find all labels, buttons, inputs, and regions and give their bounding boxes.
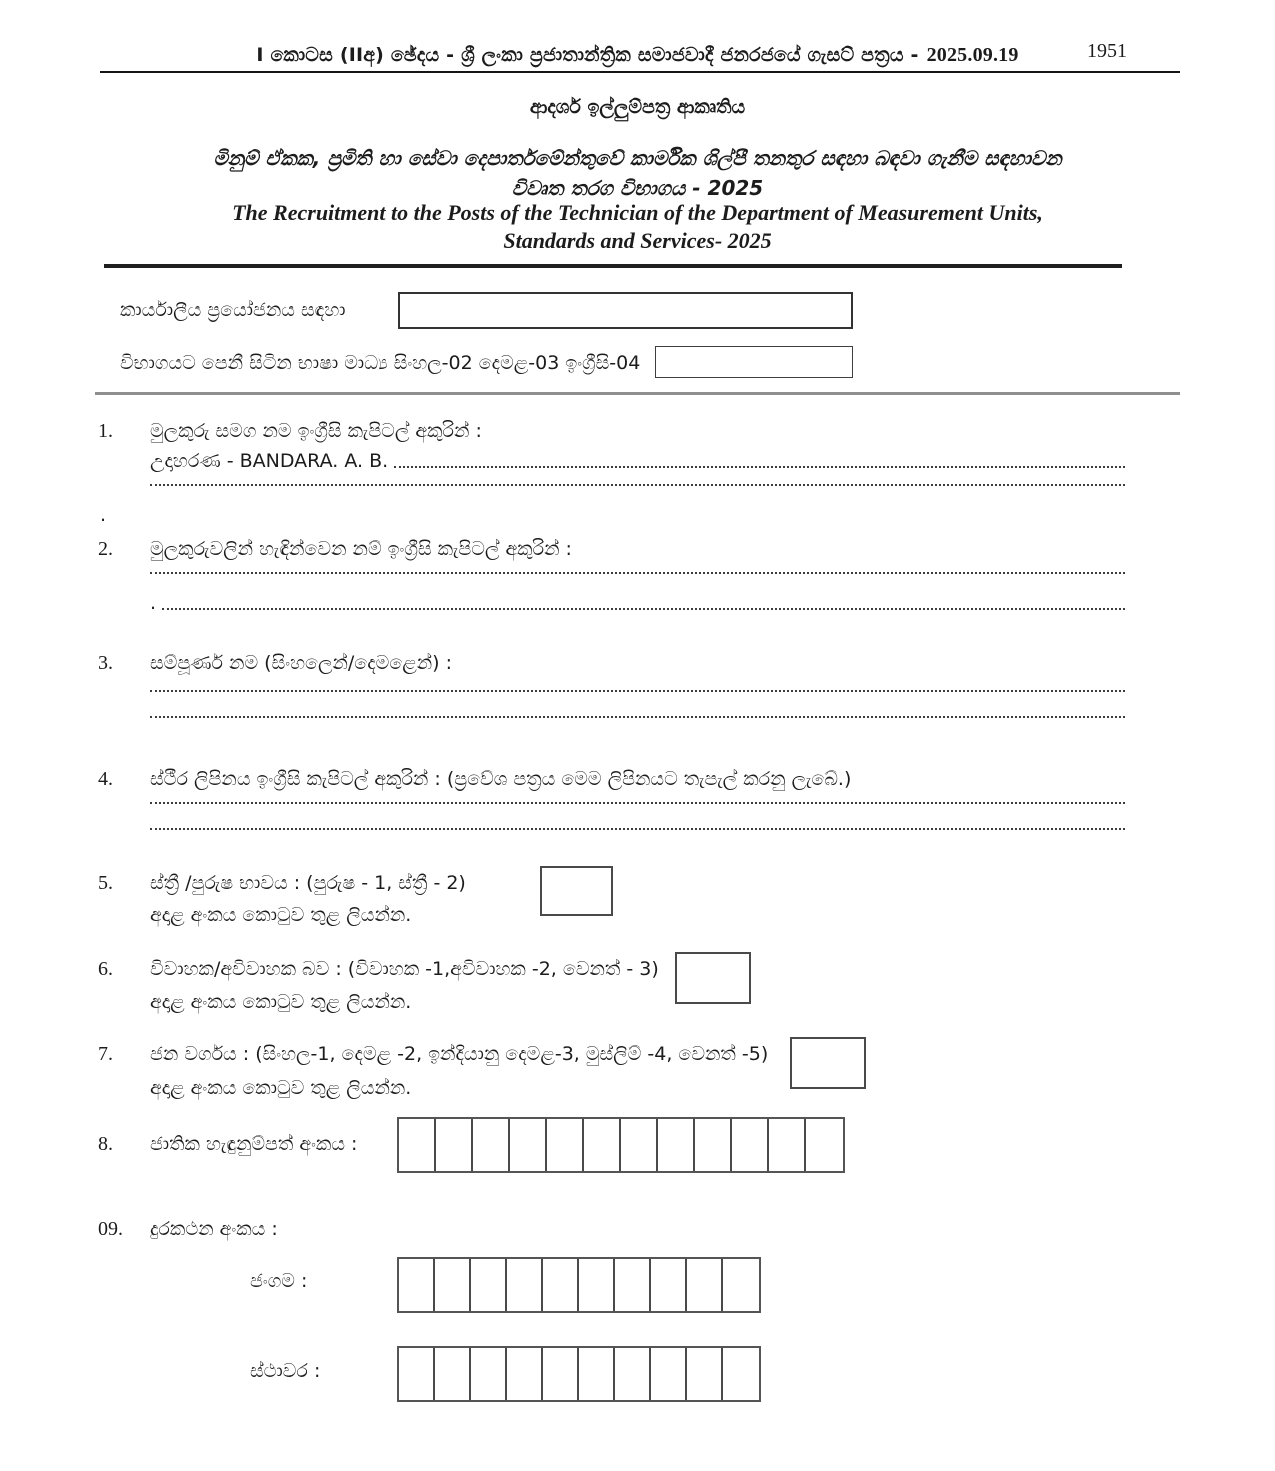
title-sinhala-line2: විවෘත තරග විභාගය - 2025 bbox=[511, 176, 764, 200]
grid-cell[interactable] bbox=[435, 1259, 471, 1311]
grid-cell[interactable] bbox=[687, 1259, 723, 1311]
grid-cell[interactable] bbox=[651, 1348, 687, 1400]
item3-number: 3. bbox=[98, 652, 113, 674]
title-english-line2: Standards and Services- 2025 bbox=[503, 228, 772, 253]
title-english-line1: The Recruitment to the Posts of the Technician of the Department of Measurement Units, bbox=[232, 200, 1043, 225]
grid-cell[interactable] bbox=[615, 1259, 651, 1311]
item3-write-line-1[interactable] bbox=[150, 690, 1125, 692]
item3-label: සම්පූර්ණ නම (සිංහලෙන්/දෙමළෙන්) : bbox=[150, 652, 453, 674]
gazette-header-line bbox=[0, 44, 1275, 67]
grid-cell[interactable] bbox=[615, 1348, 651, 1400]
grid-cell[interactable] bbox=[687, 1348, 723, 1400]
grid-cell[interactable] bbox=[579, 1348, 615, 1400]
nic-number-grid[interactable] bbox=[397, 1117, 845, 1173]
language-medium-box[interactable] bbox=[655, 346, 853, 378]
mobile-phone-grid[interactable] bbox=[397, 1257, 761, 1313]
page-number: 1951 bbox=[1087, 40, 1127, 62]
item9-label: දුරකථන අංකය : bbox=[150, 1218, 278, 1240]
item7-note: අදාළ අංකය කොටුව තුළ ලියන්න. bbox=[150, 1077, 412, 1099]
grid-cell[interactable] bbox=[695, 1119, 732, 1171]
fixed-phone-label: ස්ථාවර : bbox=[250, 1360, 321, 1382]
grid-cell[interactable] bbox=[806, 1119, 843, 1171]
gazette-date: 2025.09.19 bbox=[926, 44, 1019, 66]
grid-cell[interactable] bbox=[399, 1348, 435, 1400]
item6-label: විවාහක/අවිවාහක බව : (විවාහක -1,අවිවාහක -2, වෙනත් - 3) bbox=[150, 958, 659, 980]
item5-number: 5. bbox=[98, 872, 113, 894]
grid-cell[interactable] bbox=[399, 1259, 435, 1311]
item1-write-line-1[interactable] bbox=[394, 466, 1125, 468]
item5-answer-box[interactable] bbox=[540, 866, 613, 916]
office-use-label: කාර්යාලීය ප්‍රයෝජනය සඳහා bbox=[120, 299, 346, 321]
item1-example-line[interactable] bbox=[150, 450, 1125, 472]
item6-number: 6. bbox=[98, 958, 113, 980]
item1-number: 1. bbox=[98, 420, 113, 442]
item7-answer-box[interactable] bbox=[790, 1037, 866, 1089]
item2-line2-prefix: . bbox=[150, 592, 163, 614]
grid-cell[interactable] bbox=[723, 1259, 759, 1311]
grid-cell[interactable] bbox=[473, 1119, 510, 1171]
grid-cell[interactable] bbox=[769, 1119, 806, 1171]
form-heading: ආදර්ශ ඉල්ලුම්පත්‍ර ආකෘතිය bbox=[529, 96, 746, 118]
grid-cell[interactable] bbox=[621, 1119, 658, 1171]
office-use-box[interactable] bbox=[398, 292, 853, 329]
item2-write-line-2-row[interactable] bbox=[150, 592, 1125, 614]
grid-cell[interactable] bbox=[510, 1119, 547, 1171]
item2-number: 2. bbox=[98, 538, 113, 560]
grid-cell[interactable] bbox=[436, 1119, 473, 1171]
grid-cell[interactable] bbox=[579, 1259, 615, 1311]
item5-label: ස්ත්‍රී /පුරුෂ භාවය : (පුරුෂ - 1, ස්ත්‍රී - 2) bbox=[150, 872, 466, 894]
grid-cell[interactable] bbox=[507, 1259, 543, 1311]
grid-cell[interactable] bbox=[471, 1259, 507, 1311]
grid-cell[interactable] bbox=[547, 1119, 584, 1171]
item4-write-line-1[interactable] bbox=[150, 802, 1125, 804]
grid-cell[interactable] bbox=[543, 1259, 579, 1311]
fixed-phone-grid[interactable] bbox=[397, 1346, 761, 1402]
item6-note: අදාළ අංකය කොටුව තුළ ලියන්න. bbox=[150, 991, 412, 1013]
item9-number: 09. bbox=[98, 1218, 123, 1240]
section-divider-thick bbox=[104, 264, 1122, 268]
item4-number: 4. bbox=[98, 768, 113, 790]
grid-cell[interactable] bbox=[651, 1259, 687, 1311]
item2-write-line-2[interactable] bbox=[162, 608, 1125, 610]
item3-write-line-2[interactable] bbox=[150, 716, 1125, 718]
item2-label: මුලකුරුවලින් හැඳින්වෙන නම් ඉංග්‍රීසි කැපිටල් අකුරින් : bbox=[150, 538, 572, 560]
item8-label: ජාතික හැඳුනුම්පත් අංකය : bbox=[150, 1133, 358, 1155]
item1-example-text: උදාහරණ - BANDARA. A. B. bbox=[150, 450, 395, 472]
grid-cell[interactable] bbox=[584, 1119, 621, 1171]
item8-number: 8. bbox=[98, 1133, 113, 1155]
item2-write-line-1[interactable] bbox=[150, 572, 1125, 574]
grid-cell[interactable] bbox=[399, 1119, 436, 1171]
item1-stray-dot: . bbox=[100, 504, 107, 526]
grid-cell[interactable] bbox=[543, 1348, 579, 1400]
grid-cell[interactable] bbox=[732, 1119, 769, 1171]
item7-number: 7. bbox=[98, 1043, 113, 1065]
item5-note: අදාළ අංකය කොටුව තුළ ලියන්න. bbox=[150, 904, 412, 926]
section-divider-gray bbox=[95, 392, 1180, 395]
grid-cell[interactable] bbox=[507, 1348, 543, 1400]
item1-label: මුලකුරු සමග නම ඉංග්‍රීසි කැපිටල් අකුරින් : bbox=[150, 420, 482, 442]
item7-label: ජන වර්ගය : (සිංහල-1, දෙමළ -2, ඉන්දියානු දෙමළ-3, මුස්ලිම් -4, වෙනත් -5) bbox=[150, 1043, 769, 1065]
item1-write-line-2[interactable] bbox=[150, 484, 1125, 486]
language-medium-label: විභාගයට පෙනී සිටින භාෂා මාධ්‍ය සිංහල-02 දෙමළ-03 ඉංග්‍රීසි-04 bbox=[120, 352, 641, 374]
grid-cell[interactable] bbox=[435, 1348, 471, 1400]
gazette-header-text: I කොටස (IIඅ) ඡේදය - ශ්‍රී ලංකා ප්‍රජාතාන්ත්‍රික සමාජවාදී ජනරජයේ ගැසට් පත්‍රය - bbox=[256, 44, 919, 66]
item4-write-line-2[interactable] bbox=[150, 828, 1125, 830]
item4-label: ස්ථීර ලිපිනය ඉංග්‍රීසි කැපිටල් අකුරින් : (ප්‍රවේශ පත්‍රය මෙම ලිපිනයට තැපැල් කරනු ලැබේ.) bbox=[150, 768, 852, 790]
mobile-phone-label: ජංගම : bbox=[250, 1270, 308, 1292]
grid-cell[interactable] bbox=[723, 1348, 759, 1400]
item6-answer-box[interactable] bbox=[675, 952, 751, 1004]
grid-cell[interactable] bbox=[658, 1119, 695, 1171]
title-sinhala-line1: මිනුම් ඒකක, ප්‍රමිති හා සේවා දෙපාර්තමේන්තුවේ කාර්මික ශිල්පී තනතුර සඳහා බඳවා ගැනීම සඳහාවන bbox=[213, 146, 1062, 170]
grid-cell[interactable] bbox=[471, 1348, 507, 1400]
header-divider-line bbox=[100, 71, 1180, 73]
